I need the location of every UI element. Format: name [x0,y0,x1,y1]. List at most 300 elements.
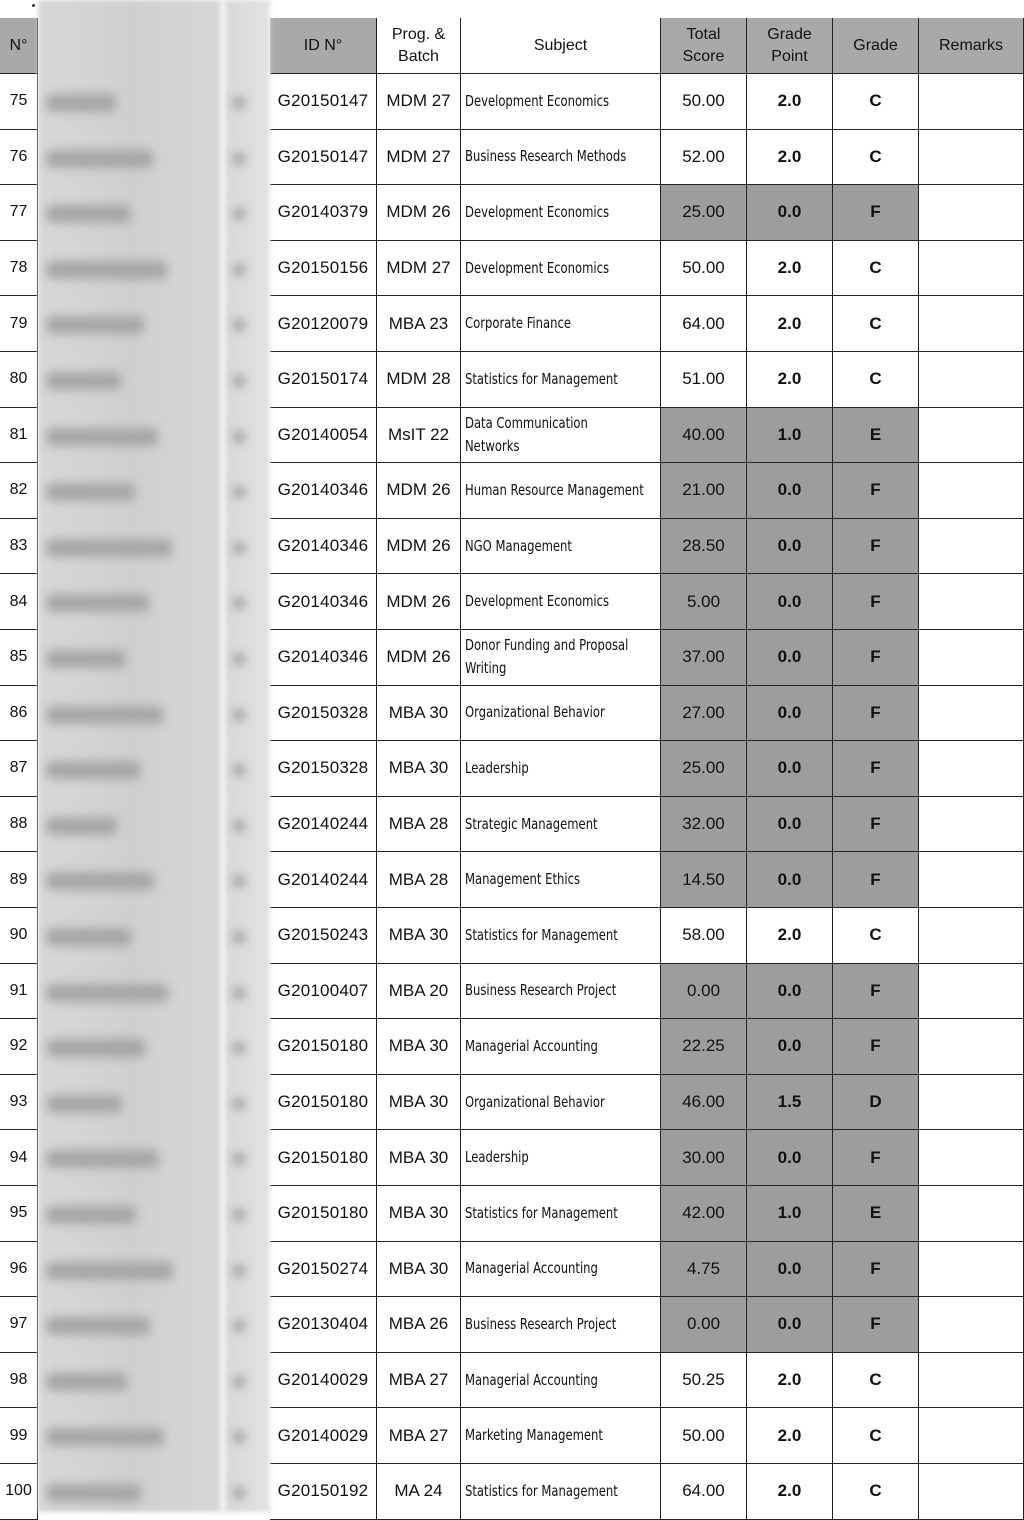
grade-point-cell [747,686,833,742]
student-id-cell [270,1464,377,1520]
redacted-name [46,205,130,223]
grade-cell [833,296,919,352]
grade-cell [833,1019,919,1075]
student-id-cell [270,519,377,575]
remarks-cell [919,1297,1024,1353]
grade-point-cell [747,1464,833,1520]
total-score-cell [661,1130,747,1186]
grade-text: F [870,647,881,667]
grade-point-cell [747,1297,833,1353]
row-number-cell [0,74,38,130]
grade-point-cell [747,74,833,130]
total-score-cell [661,1464,747,1520]
row-number-cell [0,908,38,964]
grade-point-text: 0.0 [777,1147,802,1167]
program-batch-text: MDM 27 [386,146,451,166]
program-batch-cell [377,574,461,630]
row-number-cell [0,1075,38,1131]
grade-point-text: 0.0 [777,1258,802,1278]
total-score-text: 14.50 [682,869,725,889]
student-id-text: G20140346 [277,591,369,611]
row-number-cell [0,1186,38,1242]
student-id-text: G20140029 [277,1425,369,1445]
total-score-cell [661,630,747,686]
grade-point-text: 0.0 [777,647,802,667]
row-number-cell [0,1130,38,1186]
subject-cell [461,296,661,352]
subject-text: Statistics for Management [465,1481,618,1500]
header-total-score-label: Total Score [682,25,725,65]
program-batch-cell [377,519,461,575]
student-id-cell [270,574,377,630]
grade-point-text: 0.0 [777,758,802,778]
row-number-text: 75 [9,92,28,110]
program-batch-cell [377,1464,461,1520]
program-batch-cell [377,463,461,519]
student-id-cell [270,1130,377,1186]
row-number-cell [0,741,38,797]
grade-text: F [870,758,881,778]
grade-cell [833,630,919,686]
remarks-cell [919,908,1024,964]
redacted-code [232,1208,246,1222]
total-score-cell [661,519,747,575]
grade-point-cell [747,797,833,853]
program-batch-text: MBA 28 [388,869,449,889]
grade-cell [833,408,919,464]
grade-point-text: 2.0 [777,313,802,333]
total-score-text: 28.50 [682,536,725,556]
program-batch-text: MDM 26 [386,202,451,222]
redacted-name [46,1095,122,1113]
redacted-code [232,930,246,944]
student-id-text: G20150243 [277,925,369,945]
redacted-name [46,428,158,446]
program-batch-text: MBA 20 [388,980,449,1000]
total-score-cell [661,408,747,464]
redacted-name [46,483,135,501]
grade-text: C [869,925,882,945]
total-score-text: 42.00 [682,1203,725,1223]
redacted-name [46,94,116,112]
student-id-cell [270,352,377,408]
redacted-name [46,817,117,835]
redacted-name-column [38,0,270,1512]
subject-text: Statistics for Management [465,925,618,944]
student-id-text: G20150180 [277,1092,369,1112]
program-batch-text: MDM 27 [386,91,451,111]
subject-cell [461,574,661,630]
total-score-cell [661,296,747,352]
remarks-cell [919,352,1024,408]
program-batch-cell [377,686,461,742]
program-batch-cell [377,1297,461,1353]
subject-text: Development Economics [465,592,610,611]
program-batch-cell [377,797,461,853]
grade-cell [833,574,919,630]
row-number-text: 78 [9,259,28,277]
subject-text: Development Economics [465,202,610,221]
total-score-cell [661,741,747,797]
remarks-cell [919,1019,1024,1075]
row-number-text: 94 [9,1148,28,1166]
subject-cell [461,908,661,964]
row-number-cell [0,1297,38,1353]
subject-text: Business Research Project [465,1314,617,1333]
grade-text: E [869,424,882,444]
total-score-text: 4.75 [686,1258,721,1278]
redacted-code [232,1486,246,1500]
grade-cell [833,797,919,853]
program-batch-cell [377,352,461,408]
redacted-name [46,1206,136,1224]
student-id-text: G20150328 [277,758,369,778]
grade-text: C [869,1370,882,1390]
redacted-code [232,430,246,444]
student-id-cell [270,1186,377,1242]
row-number-cell [0,296,38,352]
row-number-text: 100 [5,1482,32,1500]
subject-cell [461,741,661,797]
program-batch-text: MBA 26 [388,1314,449,1334]
total-score-cell [661,574,747,630]
remarks-cell [919,1464,1024,1520]
row-number-cell [0,1019,38,1075]
student-id-text: G20150328 [277,702,369,722]
grade-cell [833,352,919,408]
total-score-cell [661,1186,747,1242]
grade-cell [833,519,919,575]
program-batch-text: MDM 26 [386,536,451,556]
remarks-cell [919,130,1024,186]
total-score-cell [661,964,747,1020]
redacted-code [232,763,246,777]
remarks-cell [919,964,1024,1020]
remarks-cell [919,797,1024,853]
redacted-name [46,1262,173,1280]
program-batch-cell [377,185,461,241]
student-id-cell [270,1075,377,1131]
grade-text: C [869,258,882,278]
total-score-cell [661,1075,747,1131]
grade-cell [833,852,919,908]
total-score-cell [661,908,747,964]
row-number-text: 87 [9,759,28,777]
row-number-cell [0,686,38,742]
remarks-cell [919,1242,1024,1298]
total-score-cell [661,74,747,130]
student-id-cell [270,1242,377,1298]
subject-text: Leadership [465,1148,529,1167]
program-batch-cell [377,964,461,1020]
program-batch-cell [377,130,461,186]
subject-text: Data Communication Networks [465,413,588,455]
grade-point-cell [747,574,833,630]
student-id-text: G20150180 [277,1036,369,1056]
redacted-code [232,986,246,1000]
grade-text: D [869,1092,882,1112]
grade-point-text: 0.0 [777,480,802,500]
redacted-name [46,372,121,390]
total-score-text: 30.00 [682,1147,725,1167]
subject-cell [461,1019,661,1075]
subject-cell [461,463,661,519]
row-number-text: 76 [9,147,28,165]
subject-cell [461,1075,661,1131]
row-number-text: 83 [9,537,28,555]
grade-point-cell [747,352,833,408]
grade-text: F [870,1036,881,1056]
grade-cell [833,1186,919,1242]
row-number-cell [0,797,38,853]
subject-cell [461,130,661,186]
student-id-text: G20140054 [277,424,369,444]
remarks-cell [919,296,1024,352]
redacted-code [232,596,246,610]
subject-text: Strategic Management [465,814,598,833]
grade-point-cell [747,1186,833,1242]
row-number-text: 85 [9,648,28,666]
program-batch-cell [377,741,461,797]
total-score-text: 21.00 [682,480,725,500]
header-grade-point-label: Grade Point [767,25,812,65]
subject-text: Human Resource Management [465,480,644,499]
grade-point-text: 0.0 [777,814,802,834]
grade-point-cell [747,630,833,686]
grade-point-cell [747,408,833,464]
student-id-cell [270,741,377,797]
total-score-text: 0.00 [686,980,721,1000]
row-number-text: 99 [9,1426,28,1444]
student-id-cell [270,1353,377,1409]
total-score-text: 52.00 [682,146,725,166]
remarks-cell [919,241,1024,297]
remarks-cell [919,74,1024,130]
grade-point-text: 0.0 [777,980,802,1000]
program-batch-text: MBA 30 [388,1203,449,1223]
row-number-cell [0,408,38,464]
row-number-text: 80 [9,370,28,388]
row-number-text: 95 [9,1204,28,1222]
student-id-text: G20140244 [277,869,369,889]
grade-point-text: 1.5 [777,1092,802,1112]
row-number-cell [0,574,38,630]
subject-cell [461,1464,661,1520]
subject-cell [461,1186,661,1242]
program-batch-text: MBA 30 [388,758,449,778]
scan-speck [32,4,35,7]
grade-cell [833,1353,919,1409]
grade-point-text: 0.0 [777,1036,802,1056]
remarks-cell [919,1186,1024,1242]
row-number-text: 84 [9,592,28,610]
grade-text: F [870,1314,881,1334]
row-number-text: 77 [9,203,28,221]
program-batch-text: MBA 30 [388,702,449,722]
grade-text: F [870,202,881,222]
student-id-text: G20130404 [277,1314,369,1334]
subject-text: NGO Management [465,536,572,555]
total-score-text: 27.00 [682,702,725,722]
row-number-text: 89 [9,870,28,888]
redacted-name [46,872,154,890]
student-id-cell [270,241,377,297]
student-id-text: G20140346 [277,480,369,500]
grade-point-cell [747,1242,833,1298]
student-id-cell [270,185,377,241]
program-batch-cell [377,630,461,686]
program-batch-cell [377,852,461,908]
redacted-name [46,1150,159,1168]
total-score-text: 0.00 [686,1314,721,1334]
remarks-cell [919,686,1024,742]
remarks-cell [919,1408,1024,1464]
redacted-code [232,374,246,388]
total-score-text: 46.00 [682,1092,725,1112]
program-batch-text: MBA 27 [388,1370,449,1390]
total-score-cell [661,1297,747,1353]
row-number-text: 88 [9,815,28,833]
remarks-cell [919,408,1024,464]
program-batch-cell [377,296,461,352]
student-id-text: G20150274 [277,1258,369,1278]
remarks-cell [919,519,1024,575]
grade-cell [833,1297,919,1353]
student-id-cell [270,74,377,130]
total-score-text: 51.00 [682,369,725,389]
grade-point-cell [747,185,833,241]
grade-point-text: 2.0 [777,925,802,945]
remarks-cell [919,1130,1024,1186]
student-id-text: G20150174 [277,369,369,389]
grade-point-text: 1.0 [777,424,802,444]
total-score-text: 32.00 [682,814,725,834]
redacted-code [232,318,246,332]
grade-point-text: 2.0 [777,146,802,166]
remarks-cell [919,630,1024,686]
subject-text: Donor Funding and Proposal Writing [465,636,629,678]
redacted-name [46,539,172,557]
student-id-cell [270,1408,377,1464]
subject-cell [461,852,661,908]
subject-text: Organizational Behavior [465,1092,605,1111]
student-id-text: G20150156 [277,258,369,278]
grade-text: C [869,146,882,166]
grade-point-cell [747,741,833,797]
grade-text: C [869,1425,882,1445]
program-batch-cell [377,1242,461,1298]
redacted-code [232,1152,246,1166]
program-batch-text: MBA 28 [388,814,449,834]
grade-point-cell [747,1019,833,1075]
redacted-name [46,1039,145,1057]
student-id-text: G20150192 [277,1481,369,1501]
grade-text: C [869,313,882,333]
grade-point-text: 2.0 [777,1481,802,1501]
row-number-cell [0,185,38,241]
header-prog-batch-label: Prog. & Batch [391,25,446,65]
subject-text: Organizational Behavior [465,703,605,722]
program-batch-cell [377,241,461,297]
program-batch-text: MBA 30 [388,925,449,945]
program-batch-cell [377,408,461,464]
header-total-score [661,18,747,74]
redacted-name [46,1317,150,1335]
total-score-cell [661,852,747,908]
student-id-text: G20140244 [277,814,369,834]
total-score-text: 58.00 [682,925,725,945]
grade-point-cell [747,241,833,297]
student-id-text: G20150147 [277,91,369,111]
program-batch-text: MBA 30 [388,1036,449,1056]
subject-cell [461,1130,661,1186]
student-id-cell [270,908,377,964]
total-score-cell [661,1353,747,1409]
program-batch-text: MBA 23 [388,313,449,333]
redacted-name [46,761,140,779]
student-id-cell [270,964,377,1020]
grade-point-text: 2.0 [777,369,802,389]
row-number-text: 96 [9,1259,28,1277]
redacted-code [232,1375,246,1389]
program-batch-text: MBA 30 [388,1147,449,1167]
redacted-name [46,261,167,279]
subject-text: Corporate Finance [465,314,572,333]
total-score-cell [661,130,747,186]
total-score-text: 37.00 [682,647,725,667]
subject-cell [461,1297,661,1353]
grade-point-cell [747,463,833,519]
subject-text: Statistics for Management [465,369,618,388]
student-id-text: G20100407 [277,980,369,1000]
subject-text: Marketing Management [465,1426,603,1445]
program-batch-text: MDM 26 [386,591,451,611]
student-id-text: G20140346 [277,536,369,556]
redacted-code [232,652,246,666]
program-batch-text: MsIT 22 [387,424,450,444]
subject-cell [461,352,661,408]
grade-point-text: 0.0 [777,536,802,556]
redacted-name [46,650,126,668]
row-number-text: 93 [9,1093,28,1111]
row-number-cell [0,1464,38,1520]
grade-text: C [869,1481,882,1501]
redacted-code [232,263,246,277]
program-batch-text: MDM 26 [386,647,451,667]
grade-point-text: 0.0 [777,869,802,889]
subject-cell [461,1408,661,1464]
row-number-cell [0,463,38,519]
subject-cell [461,797,661,853]
grade-point-cell [747,519,833,575]
row-number-text: 92 [9,1037,28,1055]
redacted-name [46,1373,127,1391]
student-id-text: G20140346 [277,647,369,667]
redacted-name [46,706,163,724]
grade-cell [833,908,919,964]
total-score-text: 25.00 [682,758,725,778]
student-id-text: G20120079 [277,313,369,333]
program-batch-text: MDM 28 [386,369,451,389]
grade-point-cell [747,130,833,186]
redacted-code [232,485,246,499]
student-id-cell [270,296,377,352]
grade-text: F [870,869,881,889]
redacted-code [232,1097,246,1111]
subject-text: Development Economics [465,91,610,110]
total-score-cell [661,686,747,742]
redacted-code [232,207,246,221]
